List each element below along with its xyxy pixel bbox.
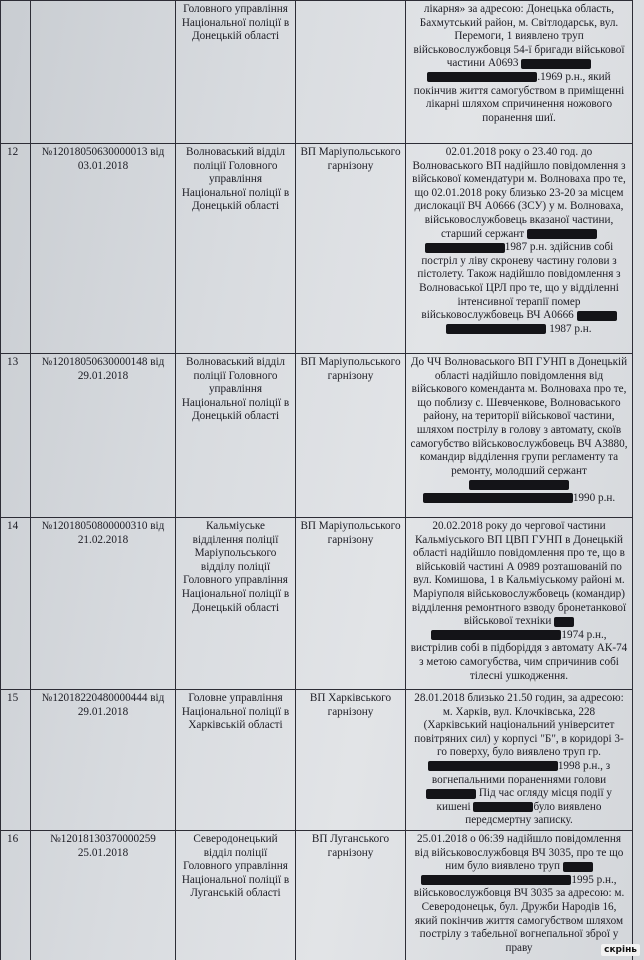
redaction-bar — [431, 630, 561, 640]
row-number: 14 — [1, 518, 31, 690]
redaction-bar — [427, 72, 537, 82]
redaction-bar — [428, 761, 558, 771]
description-cell: 25.01.2018 о 06:39 надійшло повідомлення від військовослужбовця ВЧ 3035, про те що ним було виявлено труп 1995 р.н., військовослужбовця ВЧ 3035 за адресою: м. Северодонецьк, бул. Дружби Народів 16, який покінчив життя самогубством шляхом пострілу з табельної вогнепальної зброї у праву — [406, 830, 633, 960]
row-number — [1, 1, 31, 144]
redaction-bar — [469, 480, 569, 490]
table-row — [1, 354, 633, 518]
table-row — [1, 690, 633, 831]
garrison-cell: ВП Маріупольського гарнізону — [296, 518, 406, 690]
row-number: 12 — [1, 144, 31, 354]
registration-cell: №12018050630000148 від 29.01.2018 — [31, 354, 176, 518]
description-cell: 28.01.2018 близько 21.50 годин, за адресою: м. Харків, вул. Клочківська, 228 (Харківський національний університет повітряних сил) у корпусі "Б", в коридорі 3-го поверху, було виявлено труп гр. 1998 р.н., з вогнепальними пораненнями голови Під час огляду місця події у кишені було виявлено передсмертну записку. — [406, 690, 633, 831]
redaction-bar — [446, 324, 546, 334]
table-row — [1, 830, 633, 960]
garrison-cell — [296, 1, 406, 144]
registration-cell: №12018050800000310 від 21.02.2018 — [31, 518, 176, 690]
registration-cell: №12018220480000444 від 29.01.2018 — [31, 690, 176, 831]
police-department-cell: Северодонецький відділ поліції Головного управління Національної поліції в Луганській області — [176, 830, 296, 960]
watermark-label: скрінь — [601, 944, 640, 956]
description-cell: 02.01.2018 року о 23.40 год. до Волноваського ВП надійшло повідомлення з військової комендатури м. Волноваха про те, що 02.01.2018 року близько 23-20 за місцем дислокації ВЧ А0666 (ЗСУ) у м. Волноваха, військовослужбовець вказаної частини, старший сержант 1987 р.н. здійснив собі постріл у ліву скроневу частину голови з пістолету. Також надійшло повідомлення з Волноваської ЦРЛ про те, що у відділенні інтенсивної терапії помер військовослужбовець ВЧ А0666 1987 р.н. — [406, 144, 633, 354]
police-department-cell: Волноваський відділ поліції Головного управління Національної поліції в Донецькій області — [176, 354, 296, 518]
redaction-bar — [577, 311, 617, 321]
description-cell: До ЧЧ Волноваського ВП ГУНП в Донецькій області надійшло повідомлення від військового коменданта м. Волноваха про те, що поблизу с. Шевченкове, Волноваського району, на території військової частини, шляхом пострілу в голову з автомату, скоїв самогубство військовослужбовець ВЧ А3880, командир відділення групи регламенту та ремонту, молодший сержант 1990 р.н. — [406, 354, 633, 518]
description-cell: лікарня» за адресою: Донецька область, Бахмутський район, м. Світлодарськ, вул. Перемоги, 1 виявлено труп військовослужбовця 54-ї бригади військової частини А0693 .1969 р.н., який покінчив життя самогубством в приміщенні лікарні шляхом спричинення ножового поранення шиї. — [406, 1, 633, 144]
police-department-cell: Головне управління Національної поліції в Харківській області — [176, 690, 296, 831]
garrison-cell: ВП Маріупольського гарнізону — [296, 144, 406, 354]
row-number: 16 — [1, 830, 31, 960]
police-department-cell: Кальміуське відділення поліції Маріупольського відділу поліції Головного управління Національної поліції в Донецькій області — [176, 518, 296, 690]
registration-cell — [31, 1, 176, 144]
redaction-bar — [423, 493, 573, 503]
row-number: 13 — [1, 354, 31, 518]
redaction-bar — [563, 862, 593, 872]
registration-cell: №12018130370000259 25.01.2018 — [31, 830, 176, 960]
table-row — [1, 144, 633, 354]
redaction-bar — [521, 59, 591, 69]
redaction-bar — [473, 802, 533, 812]
garrison-cell: ВП Луганського гарнізону — [296, 830, 406, 960]
table-row — [1, 1, 633, 144]
redaction-bar — [527, 229, 597, 239]
registration-cell: №12018050630000013 від 03.01.2018 — [31, 144, 176, 354]
redaction-bar — [554, 617, 574, 627]
table-row — [1, 518, 633, 690]
garrison-cell: ВП Маріупольського гарнізону — [296, 354, 406, 518]
police-department-cell: Головного управління Національної поліції в Донецькій області — [176, 1, 296, 144]
redaction-bar — [421, 875, 571, 885]
police-department-cell: Волноваський відділ поліції Головного управління Національної поліції в Донецькій області — [176, 144, 296, 354]
garrison-cell: ВП Харківського гарнізону — [296, 690, 406, 831]
redaction-bar — [426, 789, 476, 799]
redaction-bar — [425, 243, 505, 253]
row-number: 15 — [1, 690, 31, 831]
description-cell: 20.02.2018 року до чергової частини Кальміуського ВП ЦВП ГУНП в Донецькій області надійшло повідомлення про те, що в військовій частині А 0989 розташованій по вул. Комишова, 1 в Кальміуському районі м. Маріуполя військовослужбовець (командир) відділення ремонтного взводу бронетанкової військової техніки 1974 р.н., вистрілив собі в підборіддя з автомату АК-74 з метою самогубства, чим спричинив собі тілесні ушкодження. — [406, 518, 633, 690]
